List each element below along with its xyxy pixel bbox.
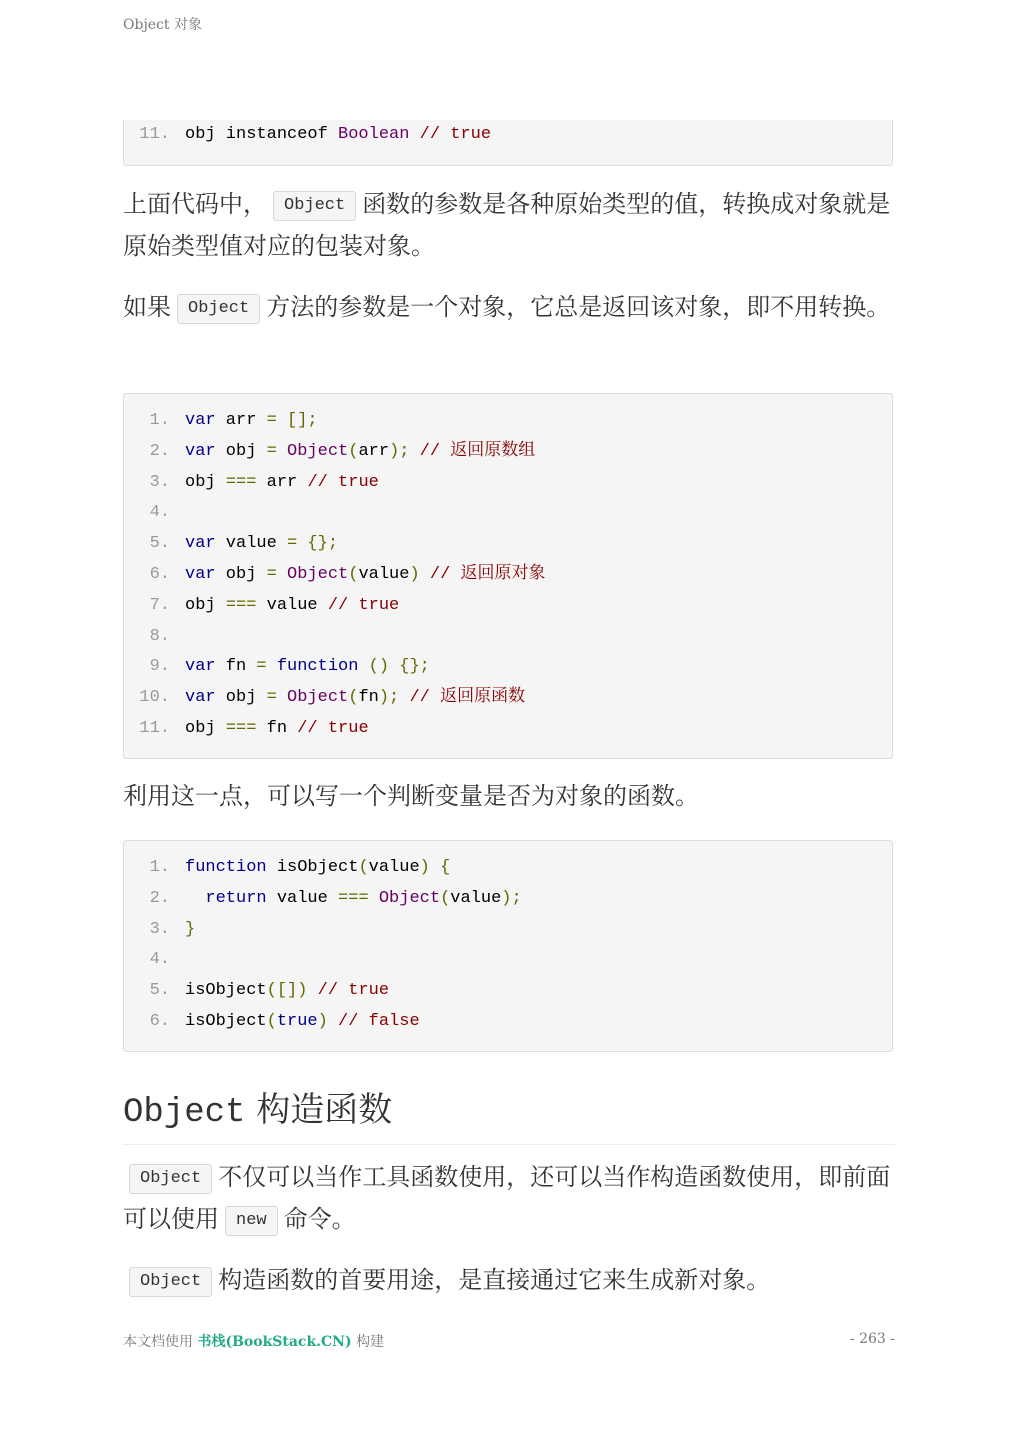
code-token: === xyxy=(225,718,257,738)
code-token: === xyxy=(225,595,257,615)
code-token xyxy=(399,688,409,707)
code-token: function xyxy=(276,657,359,677)
code-line xyxy=(124,120,892,151)
code-token: isObject xyxy=(185,981,267,1001)
code-token: value xyxy=(368,858,420,877)
footer-suffix: 构建 xyxy=(356,1334,385,1350)
page-footer xyxy=(123,1331,895,1351)
code-line xyxy=(124,591,892,622)
code-token: === xyxy=(338,888,369,908)
code-line xyxy=(124,437,892,468)
line-number: 1. xyxy=(149,858,170,877)
code-line xyxy=(124,714,892,745)
heading-code: Object xyxy=(123,1094,246,1132)
line-number: 2. xyxy=(149,888,170,908)
code-text xyxy=(185,683,525,714)
code-token: obj xyxy=(215,564,267,584)
code-text xyxy=(185,915,195,946)
code-block-2 xyxy=(123,840,893,1052)
code-block-1 xyxy=(123,393,893,759)
code-token: var xyxy=(185,564,216,584)
heading-text: 构造函数 xyxy=(256,1090,393,1130)
code-token: // true xyxy=(307,472,379,492)
code-token: isObject xyxy=(266,858,359,877)
code-token: fn xyxy=(215,657,257,677)
footer-prefix: 本文档使用 xyxy=(123,1334,193,1350)
code-token: Boolean xyxy=(338,125,410,144)
code-token: ( xyxy=(348,441,359,461)
code-token: value xyxy=(450,888,502,908)
running-header: Object 对象 xyxy=(123,17,202,33)
code-text xyxy=(185,120,491,151)
code-token xyxy=(369,889,379,908)
paragraph-text: 不仅可以当作工具函数使用，还可以当作构造函数使用，即前面可以使用 xyxy=(123,1163,891,1233)
code-token: var xyxy=(185,534,216,554)
code-text xyxy=(185,853,450,884)
code-token: arr xyxy=(256,472,308,492)
code-line xyxy=(124,652,892,683)
line-number: 10. xyxy=(139,688,170,708)
code-token: return xyxy=(205,888,267,908)
code-line xyxy=(124,976,892,1007)
code-token: var xyxy=(185,411,216,430)
code-token: = xyxy=(266,441,288,461)
paragraph-2 xyxy=(123,286,895,328)
code-token: ( xyxy=(348,564,359,584)
code-token: } xyxy=(185,919,196,939)
code-token: obj xyxy=(185,595,226,615)
code-token: // true xyxy=(327,595,400,615)
code-token: // true xyxy=(317,981,390,1001)
code-token: var xyxy=(185,657,216,677)
paragraph-text: 命令。 xyxy=(283,1205,356,1233)
code-text xyxy=(185,652,430,683)
code-token: ( xyxy=(440,888,451,908)
code-line xyxy=(124,945,892,976)
code-token: fn xyxy=(256,718,298,738)
code-token: ); xyxy=(501,888,522,908)
code-block-fragment xyxy=(123,120,893,166)
code-token: Object xyxy=(287,441,349,461)
code-token: obj xyxy=(185,472,226,492)
line-number: 11. xyxy=(139,718,170,738)
code-token: // 返回原函数 xyxy=(409,688,526,708)
paragraph-text: 上面代码中， xyxy=(123,190,267,218)
code-token xyxy=(409,125,419,144)
section-heading xyxy=(123,1082,895,1145)
code-token: fn xyxy=(358,688,379,708)
code-token: ); xyxy=(378,688,400,708)
code-text xyxy=(185,406,318,437)
code-token: = xyxy=(256,657,277,677)
code-token: value xyxy=(358,564,410,584)
code-token: ) xyxy=(317,1011,328,1031)
code-token xyxy=(185,889,205,908)
code-line xyxy=(124,1007,892,1038)
code-token: obj xyxy=(215,688,267,708)
code-line xyxy=(124,468,892,499)
code-token: = {}; xyxy=(287,534,339,554)
code-token: === xyxy=(225,472,257,492)
line-number: 3. xyxy=(149,919,170,939)
line-number: 4. xyxy=(149,950,170,970)
code-token xyxy=(358,657,368,676)
code-text xyxy=(185,560,545,591)
code-token: value xyxy=(266,888,339,908)
line-number: 7. xyxy=(149,595,170,615)
line-number: 11. xyxy=(139,125,170,144)
code-token: ) xyxy=(409,564,420,584)
code-text xyxy=(185,1007,420,1038)
line-number: 4. xyxy=(149,503,170,523)
code-text xyxy=(185,591,399,622)
code-token: obj xyxy=(185,718,226,738)
code-token: value xyxy=(256,595,328,615)
code-token: var xyxy=(185,688,216,708)
code-token: // 返回原数组 xyxy=(419,441,536,461)
code-token: arr xyxy=(358,441,390,461)
code-token xyxy=(420,565,430,584)
code-token: // true xyxy=(297,718,369,738)
code-line xyxy=(124,853,892,884)
code-line xyxy=(124,406,892,437)
paragraph-text: 构造函数的首要用途，是直接通过它来生成新对象。 xyxy=(218,1266,771,1294)
line-number: 2. xyxy=(149,441,170,461)
code-token: ); xyxy=(389,441,410,461)
line-number: 1. xyxy=(149,411,170,430)
code-token: Object xyxy=(378,888,441,908)
inline-code: Object xyxy=(273,191,356,221)
code-line xyxy=(124,683,892,714)
code-token: ([]) xyxy=(266,981,308,1001)
code-token: Object xyxy=(287,564,349,584)
code-token: = xyxy=(266,688,288,708)
code-token: var xyxy=(185,441,216,461)
code-line xyxy=(124,622,892,653)
line-number: 8. xyxy=(149,626,170,646)
code-text xyxy=(185,714,369,745)
line-number: 6. xyxy=(149,564,170,584)
code-token: // 返回原对象 xyxy=(429,564,546,584)
paragraph-text: 利用这一点，可以写一个判断变量是否为对象的函数。 xyxy=(123,782,699,810)
code-line xyxy=(124,560,892,591)
inline-code: new xyxy=(225,1206,278,1236)
code-token xyxy=(307,981,317,1000)
code-token: // false xyxy=(338,1011,420,1031)
page-number: - 263 - xyxy=(849,1331,895,1347)
paragraph-3 xyxy=(123,775,895,817)
code-token: = []; xyxy=(266,411,318,430)
code-text xyxy=(185,468,379,499)
code-token xyxy=(409,442,419,461)
paragraph-text: 如果 xyxy=(123,293,171,321)
line-number: 5. xyxy=(149,534,170,554)
code-text xyxy=(185,976,389,1007)
paragraph-text: 函数的参数是各种原始类型的值，转换成对象就是原始类型值对应的包装对象。 xyxy=(123,190,891,260)
code-token xyxy=(328,1012,338,1031)
line-number: 6. xyxy=(149,1011,170,1031)
code-token: function xyxy=(185,858,267,877)
code-token: Object xyxy=(287,688,349,708)
code-text xyxy=(185,437,535,468)
inline-code: Object xyxy=(129,1164,212,1194)
inline-code: Object xyxy=(129,1267,212,1297)
code-token: ( xyxy=(358,858,369,877)
code-line xyxy=(124,529,892,560)
code-line xyxy=(124,915,892,946)
code-token: obj instanceof xyxy=(185,125,339,144)
inline-code: Object xyxy=(177,294,260,324)
paragraph-1 xyxy=(123,183,895,267)
line-number: 5. xyxy=(149,981,170,1001)
line-number: 9. xyxy=(149,657,170,677)
code-token: ( xyxy=(348,688,359,708)
code-token: true xyxy=(276,1011,318,1031)
code-text xyxy=(185,884,522,915)
code-token: // true xyxy=(419,125,492,144)
paragraph-5 xyxy=(123,1259,895,1301)
code-token: arr xyxy=(215,411,267,430)
code-text xyxy=(185,529,338,560)
line-number: 3. xyxy=(149,472,170,492)
code-token: = xyxy=(266,564,288,584)
code-token: ( xyxy=(266,1011,277,1031)
paragraph-text: 方法的参数是一个对象，它总是返回该对象，即不用转换。 xyxy=(266,293,891,321)
code-token: value xyxy=(215,534,288,554)
footer-brand-link[interactable]: 书栈(BookStack.CN) xyxy=(197,1334,352,1350)
code-token: () {}; xyxy=(368,657,430,677)
code-line xyxy=(124,498,892,529)
code-line xyxy=(124,884,892,915)
code-token: ) { xyxy=(419,858,451,877)
code-token: isObject xyxy=(185,1011,267,1031)
code-token: obj xyxy=(215,441,267,461)
paragraph-4 xyxy=(123,1156,895,1240)
